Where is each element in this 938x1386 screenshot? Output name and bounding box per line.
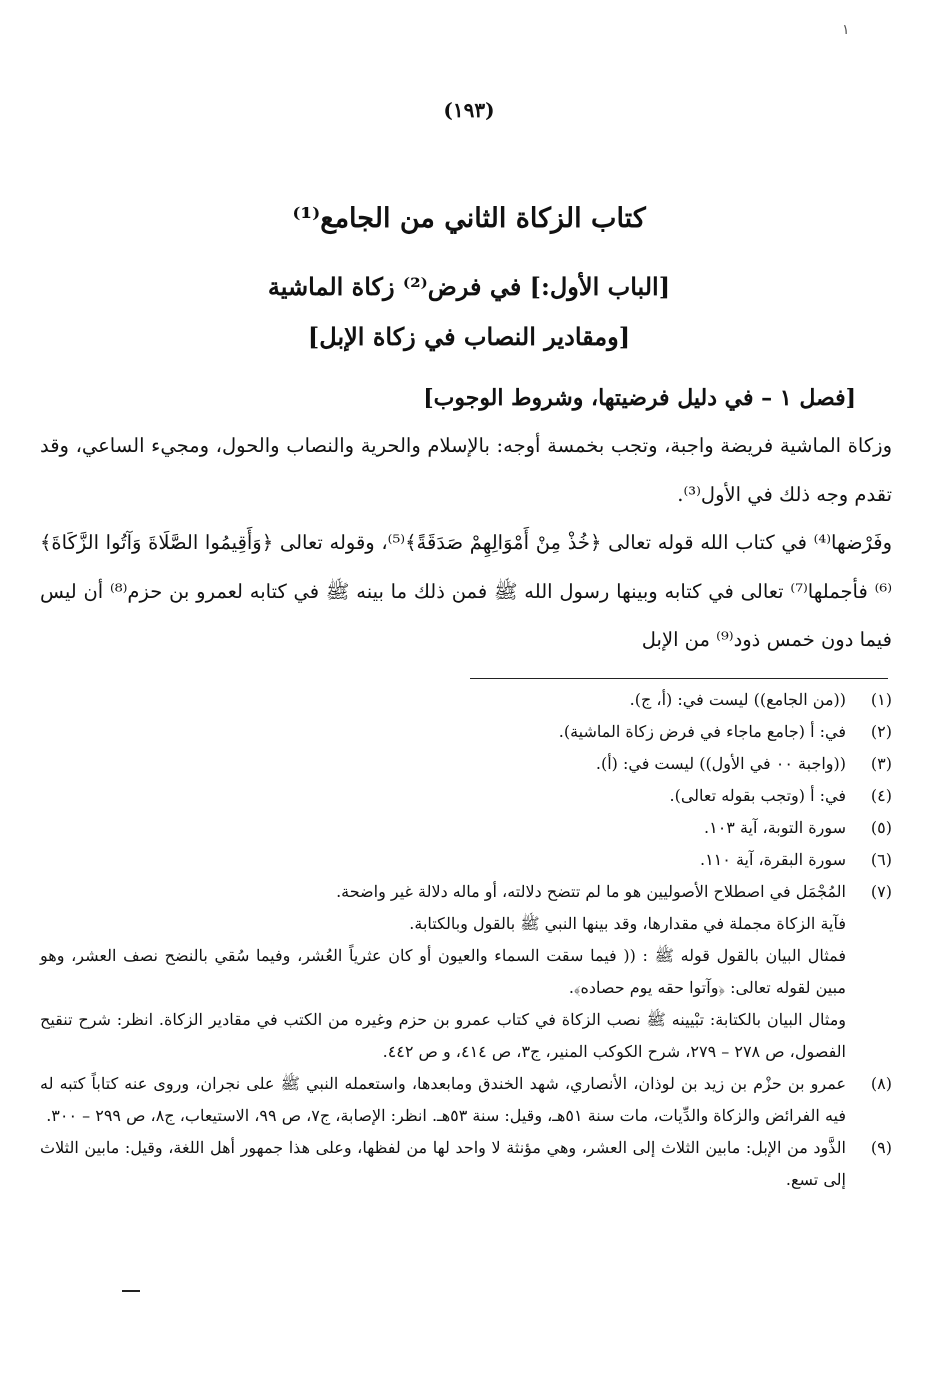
footnote-line: سورة البقرة، آية ١١٠. <box>699 850 846 869</box>
footnote-number: (١) <box>870 690 892 709</box>
footnote-number: (٥) <box>870 818 892 837</box>
footnotes <box>40 684 892 1196</box>
footnote-text <box>40 1068 846 1132</box>
footnote-number: (٨) <box>870 1074 892 1093</box>
footnote-line: فمثال البيان بالقول قوله ﷺ : (( فيما سقت السماء والعيون أو كان عثرياً العُشر، وفيما سُقي بالنضح نصف العشر، وهو مبين لقوله تعالى: ﴿وآتوا حقه يوم حصاده﴾. <box>40 946 846 997</box>
footnote-item <box>40 844 892 876</box>
footnote-line: فآية الزكاة مجملة في مقدارها، وقد بينها النبي ﷺ بالقول وبالكتابة. <box>409 914 846 933</box>
footnote-line: ((واجبة ٠٠ في الأول)) ليست في: (أ). <box>595 754 846 773</box>
footnote-text <box>40 876 846 1068</box>
footnote-number: (٣) <box>870 754 892 773</box>
footnote-line: سورة التوبة، آية ١٠٣. <box>704 818 846 837</box>
footnote-text <box>40 812 846 844</box>
footnote-item <box>40 748 892 780</box>
chapter-title: [الباب الأول:] في فرض⁽²⁾ زكاة الماشية <box>267 272 671 301</box>
footnote-text <box>40 716 846 748</box>
footnote-number: (٧) <box>870 882 892 901</box>
book-title: كتاب الزكاة الثاني من الجامع⁽¹⁾ <box>292 203 646 234</box>
footnote-divider <box>470 678 888 679</box>
footnote-item <box>40 684 892 716</box>
footnote-line: في: أ (جامع ماجاء في فرض زكاة الماشية). <box>558 722 846 741</box>
footnote-text <box>40 684 846 716</box>
paragraph-1: وزكاة الماشية فريضة واجبة، وتجب بخمسة أوجه: بالإسلام والحرية والنصاب والحول، ومجيء الساعي، وقد تقدم وجه ذلك في الأول⁽³⁾. <box>40 434 892 506</box>
footnote-number: (٦) <box>870 850 892 869</box>
footnote-line: ((من الجامع)) ليست في: (أ، ج). <box>629 690 846 709</box>
footnote-item <box>40 1132 892 1196</box>
footnote-number: (٢) <box>870 722 892 741</box>
footnote-item <box>40 780 892 812</box>
footnote-number: (٩) <box>870 1138 892 1157</box>
footnote-item <box>40 1068 892 1132</box>
footnote-item <box>40 716 892 748</box>
footnote-line: في: أ (وتجب بقوله تعالى). <box>669 786 846 805</box>
footnote-line: عمرو بن حزْم بن زيد بن لوذان، الأنصاري، شهد الخندق ومابعدها، واستعمله النبي ﷺ على نجران، وروى عنه كتاباً كتبه له فيه الفرائض والزكاة والدِّيات، مات سنة ٥١هـ، وقيل: سنة ٥٣هـ. انظر: الإصابة، ج٧، ص ٩٩، الاستيعاب، ج٨، ص ٢٩٩ – ٣٠٠. <box>40 1074 846 1125</box>
footnote-item <box>40 876 892 1068</box>
corner-mark: ١ <box>842 22 850 38</box>
footnote-text <box>40 844 846 876</box>
end-dash <box>122 1290 140 1292</box>
footnote-text <box>40 748 846 780</box>
page-number: (١٩٣) <box>443 98 495 122</box>
main-text <box>40 422 892 665</box>
chapter-subtitle: [ومقادير النصاب في زكاة الإبل] <box>307 322 631 351</box>
footnote-line: المُجْمَل في اصطلاح الأصوليين هو ما لم تتضح دلالته، أو ماله دلالة غير واضحة. <box>336 882 846 901</box>
paragraph-2: وفَرْضها⁽⁴⁾ في كتاب الله قوله تعالى ﴿خُذْ مِنْ أَمْوَالِهِمْ صَدَقَةً﴾⁽⁵⁾، وقوله تعالى ﴿وَأَقِيمُوا الصَّلَاةَ وَآتُوا الزَّكَاةَ﴾⁽⁶⁾ فأجملها⁽⁷⁾ تعالى في كتابه وبينها رسول الله ﷺ فمن ذلك ما بينه ﷺ في كتابه لعمرو بن حزم⁽⁸⁾ أن ليس فيما دون خمس ذود⁽⁹⁾ من الإبل <box>40 531 892 651</box>
section-heading: [فصل ١ – في دليل فرضيتها، وشروط الوجوب] <box>423 385 856 411</box>
footnote-line: الذَّود من الإبل: مابين الثلاث إلى العشر، وهي مؤنثة لا واحد لها من لفظها، وعلى هذا جمهور أهل اللغة، وقيل: مابين الثلاث إلى تسع. <box>40 1138 846 1189</box>
footnote-number: (٤) <box>870 786 892 805</box>
footnote-text <box>40 1132 846 1196</box>
footnote-line: ومثال البيان بالكتابة: تبْيينه ﷺ نصب الزكاة في كتاب عمرو بن حزم وغيره من الكتب في مقادير الزكاة. انظر: شرح تنقيح الفصول، ص ٢٧٨ – ٢٧٩، شرح الكوكب المنير، ج٣، ص ٤١٤، و ص ٤٤٢. <box>40 1010 846 1061</box>
footnote-text <box>40 780 846 812</box>
footnote-item <box>40 812 892 844</box>
